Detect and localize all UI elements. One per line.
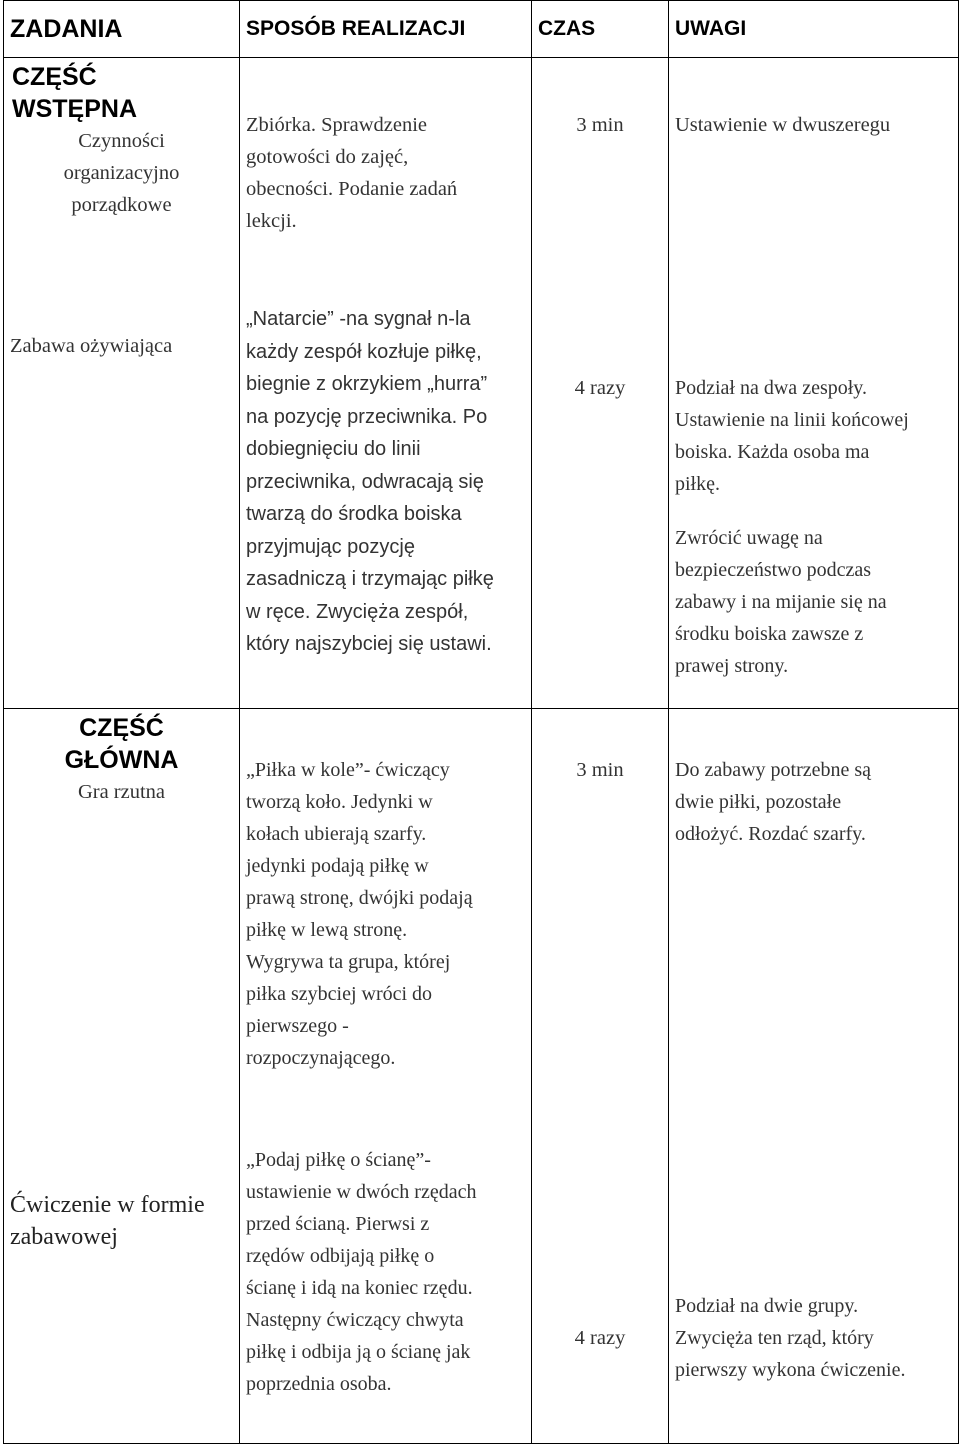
method-line: twarzą do środka boiska bbox=[246, 503, 462, 525]
note-line: pierwszy wykona ćwiczenie. bbox=[675, 1359, 906, 1381]
method-line: przeciwnika, odwracają się bbox=[246, 470, 484, 493]
note-line: Do zabawy potrzebne są bbox=[675, 759, 872, 781]
method-cell bbox=[240, 709, 532, 1444]
method-line: przyjmując pozycję bbox=[246, 535, 415, 558]
method-line: ustawienie w dwóch rzędach bbox=[246, 1181, 477, 1203]
header-sposob-realizacji: SPOSÓB REALIZACJI bbox=[240, 1, 532, 58]
method-line: pierwszego - bbox=[246, 1015, 349, 1037]
method-cell bbox=[240, 58, 532, 709]
method-line: każdy zespół kozłuje piłkę, bbox=[246, 340, 482, 363]
time-cell bbox=[532, 709, 669, 1444]
time-value: 3 min bbox=[576, 759, 624, 781]
lesson-plan-table bbox=[3, 0, 959, 1444]
note-line: bezpieczeństwo podczas bbox=[675, 559, 872, 581]
method-line: Wygrywa ta grupa, której bbox=[246, 951, 451, 973]
section-title: CZĘŚĆ bbox=[79, 714, 164, 742]
note-line: Podział na dwa zespoły. bbox=[675, 377, 867, 399]
method-line: piłkę i odbija ją o ścianę jak bbox=[246, 1341, 471, 1363]
header-czas: CZAS bbox=[532, 1, 669, 58]
method-line: prawą stronę, dwójki podają bbox=[246, 887, 473, 909]
method-line: „Natarcie” -na sygnał n-la bbox=[246, 308, 471, 330]
notes-cell bbox=[669, 58, 959, 709]
note-line: dwie piłki, pozostałe bbox=[675, 791, 842, 813]
method-line: rozpoczynającego. bbox=[246, 1047, 396, 1069]
method-line: „Podaj piłkę o ścianę”- bbox=[246, 1149, 431, 1171]
note-line: zabawy i na mijanie się na bbox=[675, 591, 887, 613]
method-line: tworzą koło. Jedynki w bbox=[246, 791, 433, 813]
task-name: Ćwiczenie w formie bbox=[10, 1192, 205, 1218]
section-title: GŁÓWNA bbox=[64, 746, 179, 774]
method-line: „Piłka w kole”- ćwiczący bbox=[246, 759, 450, 781]
method-line: na pozycję przeciwnika. Po bbox=[246, 405, 488, 428]
task-name: Zabawa ożywiająca bbox=[10, 335, 173, 357]
header-uwagi: UWAGI bbox=[669, 1, 959, 58]
method-line: zasadniczą i trzymając piłkę bbox=[246, 568, 494, 590]
method-line: Następny ćwiczący chwyta bbox=[246, 1309, 464, 1331]
method-line: obecności. Podanie zadań bbox=[246, 178, 458, 200]
task-name: porządkowe bbox=[71, 194, 172, 216]
method-line: który najszybciej się ustawi. bbox=[246, 633, 492, 655]
method-line: piłka szybciej wróci do bbox=[246, 983, 433, 1005]
time-cell bbox=[532, 58, 669, 709]
time-value: 4 razy bbox=[574, 1327, 626, 1349]
note-line: Ustawienie na linii końcowej bbox=[675, 409, 909, 431]
method-line: rzędów odbijają piłkę o bbox=[246, 1245, 435, 1267]
note-line: Zwrócić uwagę na bbox=[675, 527, 823, 549]
task-name: Gra rzutna bbox=[77, 781, 166, 803]
task-cell bbox=[4, 58, 240, 709]
note-line: piłkę. bbox=[675, 473, 720, 495]
method-line: gotowości do zajęć, bbox=[246, 146, 409, 168]
method-line: dobiegnięciu do linii bbox=[246, 438, 421, 460]
note-line: Zwycięża ten rząd, który bbox=[675, 1327, 874, 1349]
note-line: Ustawienie w dwuszeregu bbox=[675, 114, 891, 136]
note-line: odłożyć. Rozdać szarfy. bbox=[675, 823, 866, 845]
task-cell bbox=[4, 709, 240, 1444]
method-line: przed ścianą. Pierwsi z bbox=[246, 1213, 430, 1235]
table-row bbox=[4, 709, 959, 1444]
note-line: boiska. Każda osoba ma bbox=[675, 441, 870, 463]
note-line: Podział na dwie grupy. bbox=[675, 1295, 859, 1317]
task-name: Czynności bbox=[78, 130, 165, 152]
section-title: CZĘŚĆ bbox=[12, 63, 97, 91]
method-line: piłkę w lewą stronę. bbox=[246, 919, 408, 941]
notes-cell bbox=[669, 709, 959, 1444]
method-line: poprzednia osoba. bbox=[246, 1373, 392, 1395]
header-row bbox=[4, 1, 959, 58]
method-line: ścianę i idą na koniec rzędu. bbox=[246, 1277, 473, 1299]
note-line: środku boiska zawsze z bbox=[675, 623, 864, 645]
method-line: kołach ubierają szarfy. bbox=[246, 823, 427, 845]
header-zadania: ZADANIA bbox=[4, 1, 240, 58]
table-row bbox=[4, 58, 959, 709]
method-line: lekcji. bbox=[246, 210, 297, 232]
method-line: w ręce. Zwycięża zespół, bbox=[246, 600, 469, 623]
task-name: organizacyjno bbox=[63, 162, 180, 184]
time-value: 4 razy bbox=[574, 377, 626, 399]
section-title: WSTĘPNA bbox=[12, 95, 137, 123]
time-value: 3 min bbox=[576, 114, 624, 136]
note-line: prawej strony. bbox=[675, 655, 789, 677]
method-line: biegnie z okrzykiem „hurra” bbox=[246, 373, 488, 395]
method-line: jedynki podają piłkę w bbox=[246, 855, 429, 877]
task-name: zabawowej bbox=[10, 1224, 118, 1250]
method-line: Zbiórka. Sprawdzenie bbox=[246, 114, 428, 136]
